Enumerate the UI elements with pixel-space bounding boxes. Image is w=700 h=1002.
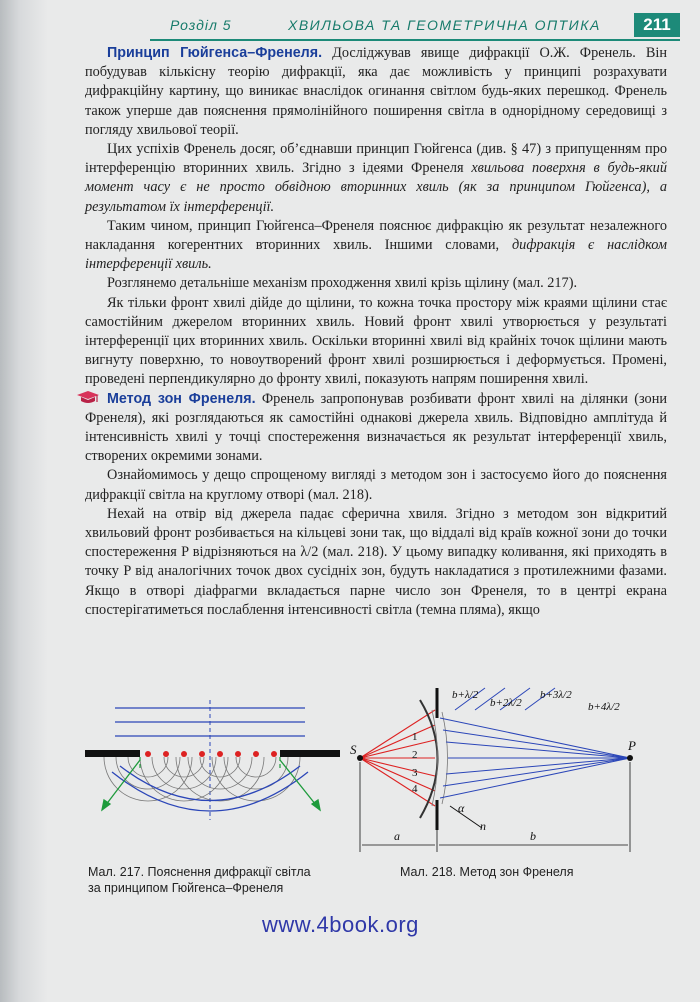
label-point: P <box>628 738 636 753</box>
paragraph-slit-intro: Розглянемо детальніше механізм проходження хвилі крізь щілину (мал. 217). <box>107 275 578 292</box>
paragraph-zones-method <box>85 390 667 467</box>
label-source: S <box>350 742 357 757</box>
graduation-cap-icon <box>77 391 99 405</box>
paragraph-text: Досліджував явище дифракції О.Ж. Френель. Він побудував кількісну теорію дифракції, яка дає можливість у принципі розрахувати дифракційну картину, що виникає внаслідок огинання світлом будь-яких перешкод. Френель також уперше дав пояснення прямолінійного поширення світла в однорідному середовищі з погляду хвильової теорії. <box>85 45 667 138</box>
label-distance-a: a <box>394 829 400 843</box>
zone-label: 1 <box>412 731 418 743</box>
paragraph-text: Френель запропонував розбивати фронт хвилі на ділянки (зони Френеля), які розглядаються як самостійні однакові джерела хвиль. Відповідно амплітуда й інтенсивність хвилі у точці спостереження визначається як результат інтерференції хвиль, створених окремими зонами. <box>85 390 667 465</box>
label-distance-b: b <box>530 829 536 843</box>
italic-statement: хвильова поверхня в будь-який момент часу є не просто обвідною вторинних хвиль (як за принципом Гюйгенса), а результатом їх інтерференції. <box>85 160 667 215</box>
figure-218-caption: Мал. 218. Метод зон Френеля <box>400 865 574 879</box>
paragraph-text: Таким чином, принцип Гюйгенса–Френеля пояснює дифракцію як результат незалежного накладання когерентних вторинних хвиль. Іншими словами, <box>85 217 667 254</box>
path-label: b+2λ/2 <box>490 697 522 709</box>
body-text <box>85 44 667 620</box>
paragraph-conclusion <box>85 217 667 275</box>
chapter-title: ХВИЛЬОВА ТА ГЕОМЕТРИЧНА ОПТИКА <box>288 17 601 33</box>
page-header <box>150 17 680 41</box>
paragraph-text: Цих успіхів Френель досяг, об’єднавши принцип Гюйгенса (див. § 47) з припущенням про інтерференцію вторинних хвиль. Згідно з ідеями Френеля <box>85 141 667 177</box>
label-normal: n <box>480 819 486 833</box>
label-alpha: α <box>458 801 465 815</box>
figure-217-caption: Мал. 217. Пояснення дифракції світла за принципом Гюйгенса–Френеля <box>88 865 311 895</box>
italic-statement: дифракція є наслідком інтерференції хвиль. <box>85 237 667 273</box>
figure-218-fresnel-zones <box>340 680 670 860</box>
zone-label: 3 <box>412 767 418 779</box>
path-label: b+3λ/2 <box>540 689 572 701</box>
paragraph-fresnel-success <box>85 140 667 217</box>
path-label: b+λ/2 <box>452 689 479 701</box>
path-label: b+4λ/2 <box>588 701 620 713</box>
watermark-link[interactable]: www.4book.org <box>262 912 419 937</box>
book-spine-shadow <box>0 0 48 1002</box>
figure-217-diffraction-slit <box>80 700 350 850</box>
zone-label: 2 <box>412 749 418 761</box>
paragraph-slit-mechanism: Як тільки фронт хвилі дійде до щілини, то кожна точка простору між краями щілини стає самостійним джерелом вторинних хвиль. Новий фронт хвилі утворюється у результаті інтерференції цих вторинних хвиль. Оскільки вторинні хвилі від крайніх точок щілини мають вигнуту поверхню, то новоутворений фронт хвилі розширюється і деформується. Промені, проведені перпендикулярно до фронту хвилі, показують напрям поширення хвилі. <box>85 294 667 388</box>
section-label: Розділ 5 <box>170 17 232 33</box>
page-number: 211 <box>634 13 680 37</box>
paragraph-round-hole-intro: Ознайомимось у дещо спрощеному вигляді з методом зон і застосуємо його до пояснення дифракції світла на круглому отворі (мал. 218). <box>85 467 667 503</box>
zone-label: 4 <box>412 783 418 795</box>
paragraph-huygens <box>85 44 667 140</box>
paragraph-spherical-wave: Нехай на отвір від джерела падає сферична хвиля. Згідно з методом зон відкритий хвильовий фронт розбивається на кільцеві зони так, що віддалі від країв кожної зони до точки спостереження P відрізняються на λ/2 (мал. 218). У цьому випадку коливання, які приходять в точку P від аналогічних точок двох сусідніх зон, будуть накладатися з протилежними фазами. Якщо в отворі діафрагми вкладається парне число зон Френеля, то в центрі екрана спостерігатиметься послаблення інтенсивності світла (темна пляма), якщо <box>85 505 667 618</box>
term-fresnel-zones: Метод зон Френеля. <box>107 390 256 407</box>
figures-area <box>60 680 680 910</box>
term-huygens-fresnel: Принцип Гюйгенса–Френеля. <box>107 45 323 61</box>
